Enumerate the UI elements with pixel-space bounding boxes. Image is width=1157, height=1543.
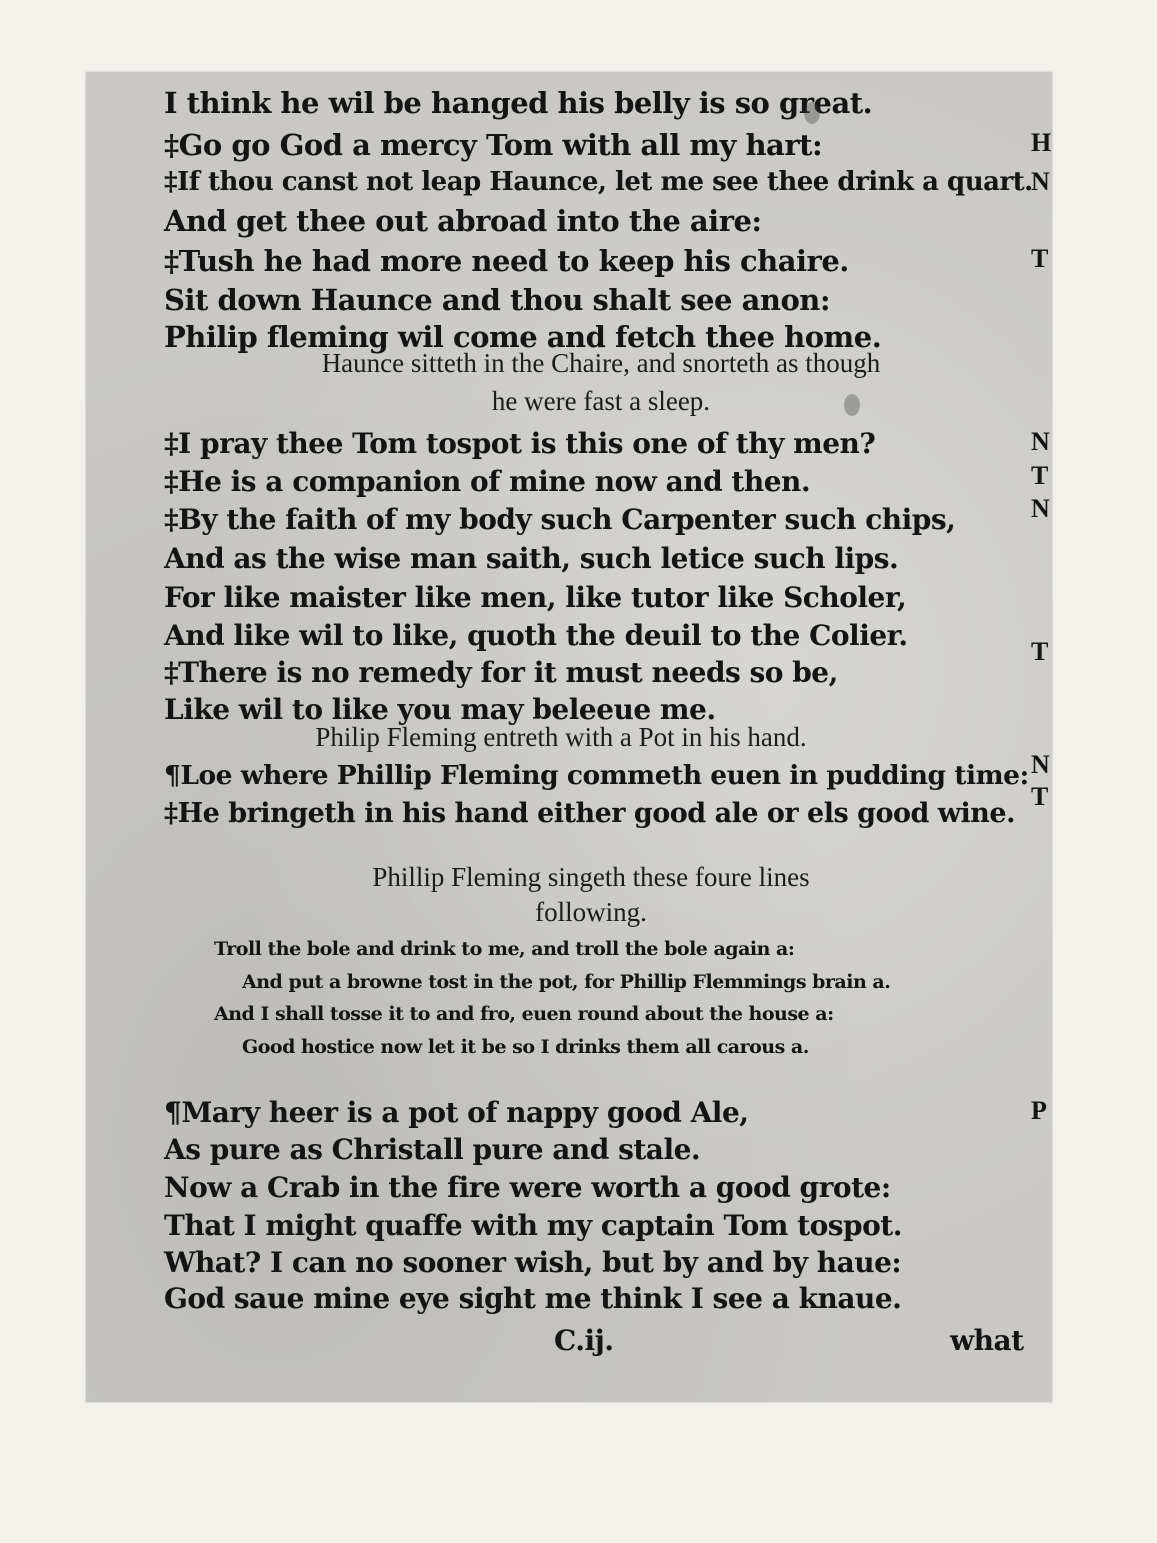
text-line: Philip fleming wil come and fetch thee home. — [164, 320, 882, 354]
text-line: That I might quaffe with my captain Tom tospot. — [164, 1209, 902, 1242]
text-line: ¶Mary heer is a pot of nappy good Ale, — [164, 1096, 749, 1129]
margin-letter: P — [1031, 1096, 1047, 1125]
text-line: Like wil to like you may beleeue me. — [164, 693, 716, 726]
signature-mark: C.ij. — [554, 1324, 614, 1357]
text-line: And get thee out abroad into the aire: — [164, 204, 762, 238]
song-line: And I shall tosse it to and fro, euen round about the house a: — [214, 1003, 834, 1025]
song-line: Good hostice now let it be so I drinks them all carous a. — [242, 1036, 809, 1058]
ink-blot — [844, 394, 860, 416]
text-line: For like maister like men, like tutor like Scholer, — [164, 581, 907, 614]
margin-letter: N — [1031, 167, 1050, 196]
text-line: As pure as Christall pure and stale. — [164, 1133, 701, 1166]
text-line: ‡If thou canst not leap Haunce, let me see thee drink a quart. — [164, 167, 1033, 197]
text-line: ‡He bringeth in his hand either good ale or els good wine. — [164, 798, 1015, 829]
text-line: ‡Go go God a mercy Tom with all my hart: — [164, 128, 823, 162]
margin-letter: H — [1031, 128, 1052, 157]
margin-letter: T — [1031, 461, 1049, 490]
text-line: Now a Crab in the fire were worth a good grote: — [164, 1171, 891, 1204]
margin-letter: N — [1031, 494, 1050, 523]
margin-letter: T — [1031, 244, 1049, 273]
stage-direction: Philip Fleming entreth with a Pot in his hand. — [315, 722, 807, 752]
text-line: I think he wil be hanged his belly is so great. — [164, 86, 873, 120]
text-line: What? I can no sooner wish, but by and by haue: — [164, 1246, 902, 1279]
margin-letter: T — [1031, 637, 1049, 666]
margin-letter: N — [1031, 427, 1050, 456]
song-line: And put a browne tost in the pot, for Phillip Flemmings brain a. — [242, 971, 891, 993]
ink-blot — [804, 102, 820, 124]
text-line: ‡He is a companion of mine now and then. — [164, 465, 811, 498]
margin-letter: T — [1031, 782, 1049, 811]
text-line: ‡Tush he had more need to keep his chaire. — [164, 244, 849, 278]
page-scan — [86, 72, 1052, 1402]
text-line: ¶Loe where Phillip Fleming commeth euen in pudding time: — [164, 760, 1029, 791]
text-line: ‡By the faith of my body such Carpenter such chips, — [164, 503, 956, 536]
stage-direction: Haunce sitteth in the Chaire, and snorteth as though — [321, 348, 881, 378]
text-line: ‡I pray thee Tom tospot is this one of thy men? — [164, 427, 876, 460]
text-line: ‡There is no remedy for it must needs so be, — [164, 656, 838, 689]
song-line: Troll the bole and drink to me, and troll the bole again a: — [214, 938, 795, 960]
stage-direction: Phillip Fleming singeth these foure lines — [372, 862, 810, 892]
catchword: what — [950, 1324, 1024, 1357]
text-line: God saue mine eye sight me think I see a knaue. — [164, 1282, 902, 1315]
margin-letter: N — [1031, 750, 1050, 779]
text-line: Sit down Haunce and thou shalt see anon: — [164, 283, 831, 317]
stage-direction: he were fast a sleep. — [491, 386, 711, 416]
text-line: And like wil to like, quoth the deuil to the Colier. — [164, 619, 908, 652]
stage-direction: following. — [535, 897, 647, 927]
text-line: And as the wise man saith, such letice such lips. — [164, 542, 899, 575]
